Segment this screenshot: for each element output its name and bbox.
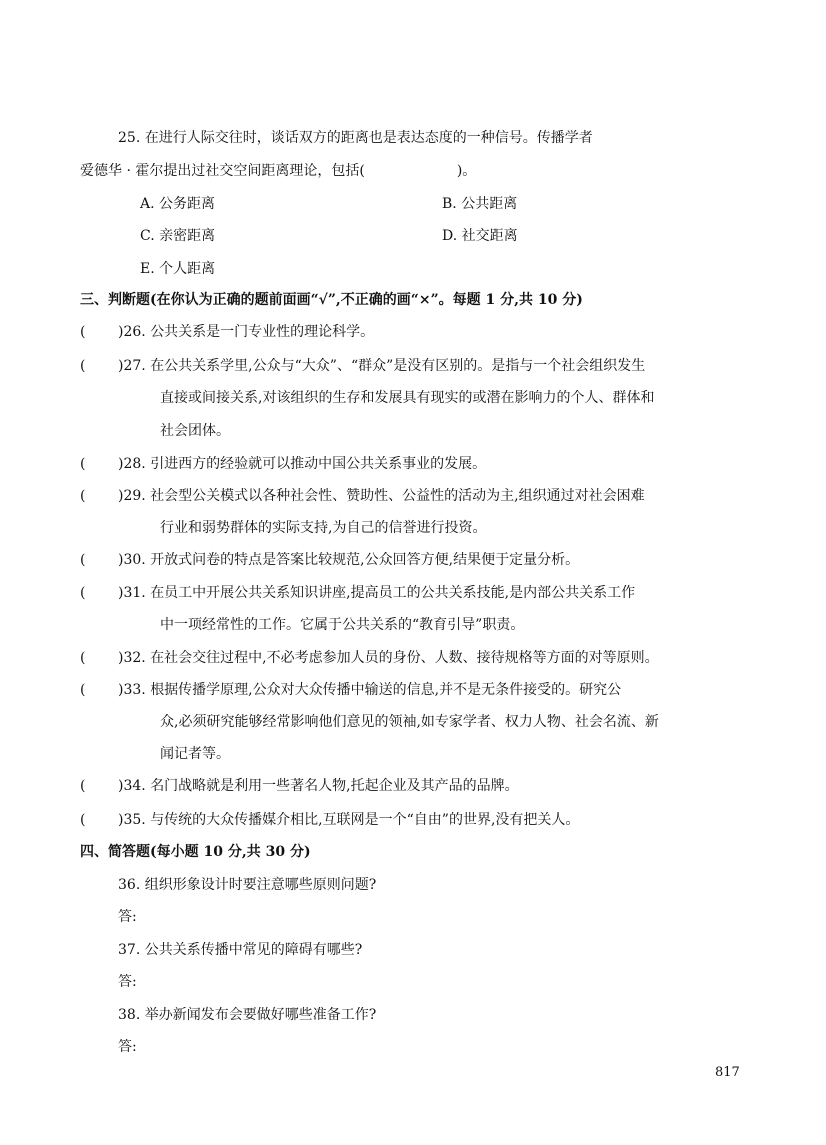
question-number: )29. — [118, 488, 146, 504]
judgment-32 — [118, 648, 659, 668]
judgment-29 — [118, 486, 645, 506]
q25-line2-end: )。 — [456, 163, 477, 179]
judgment-33-line2: 众,必须研究能够经常影响他们意见的领袖,如专家学者、权力人物、社会名流、新 — [160, 714, 659, 730]
q25-option-e: E. 个人距离 — [140, 261, 216, 277]
answer-paren: ( — [80, 456, 86, 472]
question-number: )34. — [118, 778, 146, 794]
judgment-31-line2: 中一项经常性的工作。它属于公共关系的“教育引导”职责。 — [160, 617, 525, 633]
answer-paren: ( — [80, 488, 86, 504]
judgment-33 — [118, 680, 621, 700]
q25-line1: 25. 在进行人际交往时，谈话双方的距离也是表达态度的一种信号。传播学者 — [118, 130, 593, 146]
short-answer-38: 38. 举办新闻发布会要做好哪些准备工作? — [118, 1007, 377, 1023]
short-answer-36: 36. 组织形象设计时要注意哪些原则问题? — [118, 877, 377, 893]
question-text: 公共关系是一门专业性的理论科学。 — [150, 324, 375, 340]
question-number: )35. — [118, 812, 146, 828]
judgment-26 — [118, 322, 374, 342]
q25-option-a: A. 公务距离 — [140, 196, 216, 212]
question-text: 社会型公关模式以各种社会性、赞助性、公益性的活动为主,组织通过对社会困难 — [150, 488, 645, 504]
judgment-34 — [118, 776, 519, 796]
answer-label: 答: — [118, 1039, 137, 1055]
section4-title: 四、简答题(每小题 10 分,共 30 分) — [80, 844, 311, 860]
answer-paren: ( — [80, 682, 86, 698]
question-text: 根据传播学原理,公众对大众传播中输送的信息,并不是无条件接受的。研究公 — [150, 682, 622, 698]
question-number: )26. — [118, 324, 146, 340]
answer-paren: ( — [80, 324, 86, 340]
q25-option-d: D. 社交距离 — [442, 228, 518, 244]
question-number: )30. — [118, 552, 146, 568]
answer-paren: ( — [80, 585, 86, 601]
question-text: 在员工中开展公共关系知识讲座,提高员工的公共关系技能,是内部公共关系工作 — [150, 585, 636, 601]
answer-paren: ( — [80, 358, 86, 374]
q25-option-c: C. 亲密距离 — [140, 228, 216, 244]
answer-label: 答: — [118, 974, 137, 990]
section3-title: 三、判断题(在你认为正确的题前面画“√”,不正确的画“×”。每题 1 分,共 10 分) — [80, 292, 583, 308]
question-text: 名门战略就是利用一些著名人物,托起企业及其产品的品牌。 — [150, 778, 519, 794]
q25-line2 — [80, 161, 476, 181]
question-number: )27. — [118, 358, 146, 374]
question-text: 与传统的大众传播媒介相比,互联网是一个“自由”的世界,没有把关人。 — [150, 812, 580, 828]
judgment-31 — [118, 583, 635, 603]
answer-paren: ( — [80, 778, 86, 794]
question-text: 在公共关系学里,公众与“大众”、“群众”是没有区别的。是指与一个社会组织发生 — [150, 358, 646, 374]
question-number: )33. — [118, 682, 146, 698]
page-number: 817 — [715, 1065, 740, 1080]
question-text: 开放式问卷的特点是答案比较规范,公众回答方便,结果便于定量分析。 — [150, 552, 580, 568]
judgment-35 — [118, 810, 579, 830]
judgment-27-line2: 直接或间接关系,对该组织的生存和发展具有现实的或潜在影响力的个人、群体和 — [160, 390, 655, 406]
judgment-29-line2: 行业和弱势群体的实际支持,为自己的信誉进行投资。 — [160, 520, 487, 536]
short-answer-37: 37. 公共关系传播中常见的障碍有哪些? — [118, 942, 363, 958]
answer-paren: ( — [80, 650, 86, 666]
judgment-27 — [118, 356, 645, 376]
answer-paren: ( — [80, 812, 86, 828]
answer-label: 答: — [118, 909, 137, 925]
question-text: 在社会交往过程中,不必考虑参加人员的身份、人数、接待规格等方面的对等原则。 — [150, 650, 659, 666]
question-number: )32. — [118, 650, 146, 666]
q25-line2-text: 爱德华 · 霍尔提出过社交空间距离理论，包括( — [80, 163, 365, 179]
judgment-30 — [118, 550, 579, 570]
judgment-33-line3: 闻记者等。 — [160, 746, 230, 762]
judgment-27-line3: 社会团体。 — [160, 423, 230, 439]
question-text: 引进西方的经验就可以推动中国公共关系事业的发展。 — [150, 456, 487, 472]
question-number: )28. — [118, 456, 146, 472]
judgment-28 — [118, 454, 486, 474]
answer-paren: ( — [80, 552, 86, 568]
question-number: )31. — [118, 585, 146, 601]
q25-option-b: B. 公共距离 — [442, 196, 518, 212]
